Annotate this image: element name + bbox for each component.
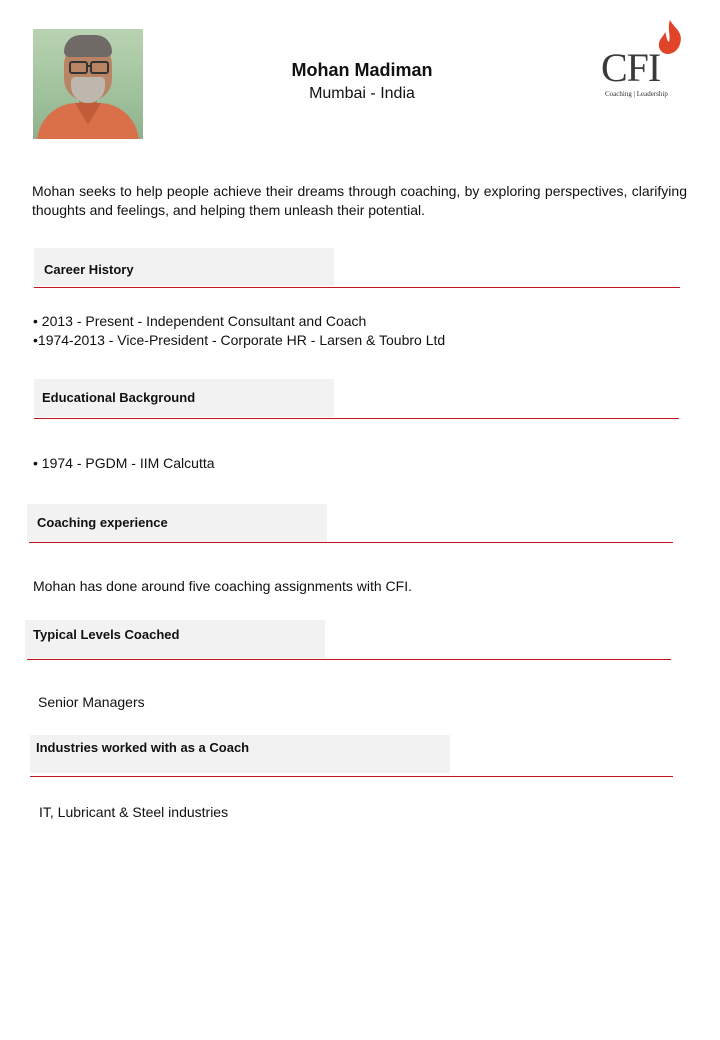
industries-rule: [30, 776, 673, 777]
career-item: • 2013 - Present - Independent Consultant and Coach: [33, 313, 367, 329]
levels-heading-band: [25, 620, 325, 658]
education-item: • 1974 - PGDM - IIM Calcutta: [33, 455, 215, 471]
levels-heading: Typical Levels Coached: [33, 627, 180, 642]
profile-name: Mohan Madiman: [291, 60, 433, 80]
career-item: •1974-2013 - Vice-President - Corporate HR - Larsen & Toubro Ltd: [33, 332, 446, 348]
logo-tagline: Coaching | Leadership: [605, 90, 668, 98]
flame-icon: [656, 18, 686, 58]
industries-heading: Industries worked with as a Coach: [36, 740, 250, 755]
career-rule: [34, 287, 680, 288]
profile-photo: [33, 29, 143, 139]
education-heading-band: [34, 379, 334, 417]
industries-heading-band: [30, 735, 450, 773]
cfi-logo: [598, 18, 690, 104]
profile-location: Mumbai - India: [309, 85, 415, 102]
education-heading: Educational Background: [42, 390, 196, 405]
logo-text: CFI: [601, 45, 661, 90]
coaching-heading-band: [27, 504, 327, 542]
education-rule: [34, 418, 679, 419]
industries-text: IT, Lubricant & Steel industries: [39, 804, 229, 820]
coaching-text: Mohan has done around five coaching assignments with CFI.: [33, 578, 412, 594]
summary-paragraph: Mohan seeks to help people achieve their dreams through coaching, by exploring perspectives, clarifying thoughts and feelings, and helping them unleash their potential.: [32, 183, 687, 218]
coaching-rule: [29, 542, 673, 543]
levels-rule: [27, 659, 671, 660]
career-heading: Career History: [44, 262, 134, 277]
career-heading-band: [34, 248, 334, 286]
coaching-heading: Coaching experience: [37, 515, 168, 530]
levels-text: Senior Managers: [38, 694, 145, 710]
